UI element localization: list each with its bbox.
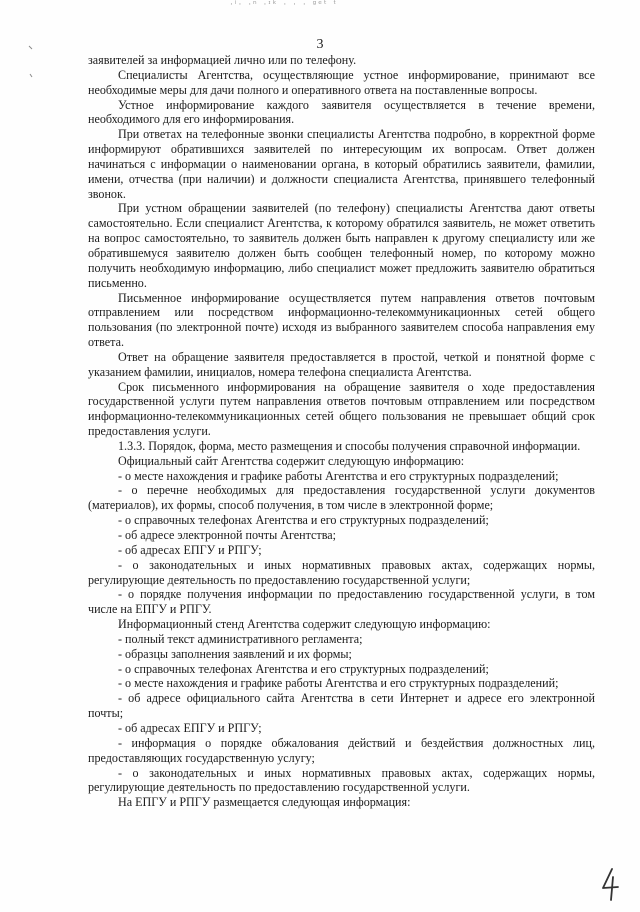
paragraph: - информация о порядке обжалования действий и бездействия должностных лиц, предоставляющих государственную услугу; [88,735,595,765]
paragraph: Ответ на обращение заявителя предоставляется в простой, четкой и понятной форме с указанием фамилии, инициалов, номера телефона специалиста Агентства. [88,349,595,379]
paragraph: - об адресе электронной почты Агентства; [118,528,336,542]
paragraph: Официальный сайт Агентства содержит следующую информацию: [118,453,465,468]
paragraph: Письменное информирование осуществляется путем направления ответов почтовым отправлением или посредством информационно-телекоммуникационных сетей общего пользования (по электронной почте) исходя из выбранного заявителем способа направления ему ответа. [88,290,595,350]
document-body [88,53,595,810]
paragraph: На ЕПГУ и РПГУ размещается следующая информация: [118,795,411,810]
paragraph: Специалисты Агентства, осуществляющие устное информирование, принимают все необходимые меры для дачи полного и оперативного ответа на поставленные вопросы. [88,67,595,97]
paragraph: 1.3.3. Порядок, форма, место размещения и способы получения справочной информации. [118,438,581,453]
handwritten-page-mark [598,866,622,902]
paragraph: заявителей за информацией лично или по телефону. [88,53,357,67]
paragraph: - образцы заполнения заявлений и их формы; [118,646,352,661]
paragraph: - об адресе официального сайта Агентства в сети Интернет и адресе его электронной почты; [88,691,595,721]
paragraph: - полный текст административного регламента; [118,631,363,646]
paragraph: При ответах на телефонные звонки специалисты Агентства подробно, в корректной форме информируют обратившихся заявителей по интересующим их вопросам. Ответ должен начинаться с информации о наименовании органа, в который обратились заявители, фамилии, имени, отчества (при наличии) и должности специалиста Агентства, принявшего телефонный звонок. [88,127,595,201]
paragraph: - о законодательных и иных нормативных правовых актах, содержащих нормы, регулирующие деятельность по предоставлению государственной услуги. [88,765,595,795]
paragraph: - о перечне необходимых для предоставления государственной услуги документов (материалов), их формы, способ получения, в том числе в электронной форме; [88,483,595,513]
paragraph: - о справочных телефонах Агентства и его структурных подразделений; [118,661,489,676]
paragraph: - об адресах ЕПГУ и РПГУ; [118,542,262,557]
paragraph: - о порядке получения информации по предоставлению государственной услуги, в том числе на ЕПГУ и РПГУ. [88,587,595,617]
paragraph: - о законодательных и иных нормативных правовых актах, содержащих нормы, регулирующие деятельность по предоставлению государственной услуги; [88,557,595,587]
scan-artifact-header: ·ⁱ· ·ⁿ ·ᶦᵏ · · · ᵍᵉᵗ ᵗ [230,0,339,10]
page-number: 3 [316,37,324,52]
paragraph: Срок письменного информирования на обращение заявителя о ходе предоставления государственной услуги путем направления ответов почтовым отправлением или посредством информационно-телекоммуникационных сетей общего пользования не превышает общий срок предоставления услуги. [88,379,595,439]
paragraph: - о месте нахождения и графике работы Агентства и его структурных подразделений; [118,676,559,691]
paragraph: Устное информирование каждого заявителя осуществляется в течение времени, необходимого для его информирования. [88,97,595,127]
paragraph: - о справочных телефонах Агентства и его структурных подразделений; [118,513,489,528]
paragraph: Информационный стенд Агентства содержит следующую информацию: [118,617,491,632]
paragraph: - о месте нахождения и графике работы Агентства и его структурных подразделений; [118,468,559,483]
paragraph: При устном обращении заявителей (по телефону) специалисты Агентства дают ответы самостоятельно. Если специалист Агентства, к которому обратился заявитель, не может ответить на вопрос самостоятельно, то заявитель должен быть направлен к другому специалисту или же обратившемуся заявителю должен быть сообщен телефонный номер, по которому можно получить необходимую информацию, либо специалист может предложить заявителю обратиться письменно. [88,201,595,290]
paragraph: - об адресах ЕПГУ и РПГУ; [118,720,262,735]
